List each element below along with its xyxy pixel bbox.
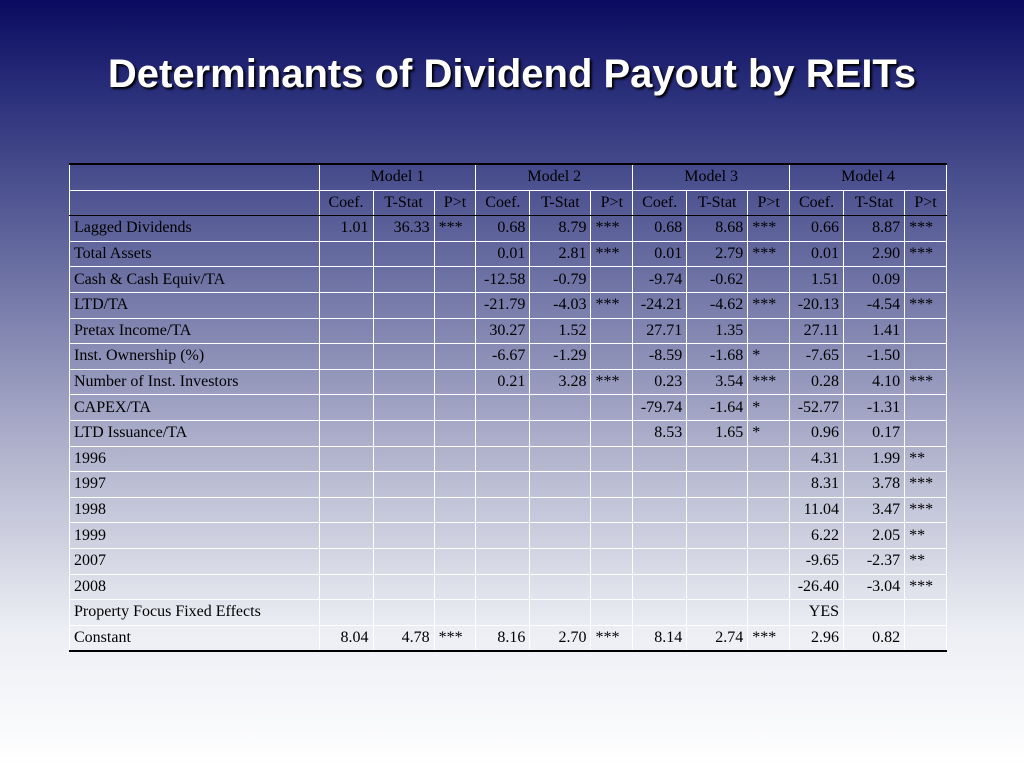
significance-cell xyxy=(905,344,947,370)
table-row xyxy=(70,292,947,318)
coef-cell xyxy=(319,369,373,395)
tstat-cell xyxy=(687,523,748,549)
coef-cell: 0.28 xyxy=(790,369,844,395)
significance-cell xyxy=(434,292,476,318)
tstat-cell: 2.79 xyxy=(687,241,748,267)
tstat-cell: 1.99 xyxy=(844,446,905,472)
significance-cell xyxy=(748,548,790,574)
significance-cell xyxy=(748,446,790,472)
coef-cell: 8.53 xyxy=(633,420,687,446)
row-label: CAPEX/TA xyxy=(70,395,320,421)
tstat-cell: -3.04 xyxy=(844,574,905,600)
significance-cell: *** xyxy=(905,497,947,523)
row-label: Inst. Ownership (%) xyxy=(70,344,320,370)
tstat-cell xyxy=(373,446,434,472)
significance-cell xyxy=(591,446,633,472)
coef-cell: 0.23 xyxy=(633,369,687,395)
model-3-header: Model 3 xyxy=(633,164,790,190)
coef-cell xyxy=(476,523,530,549)
significance-cell: *** xyxy=(905,216,947,242)
tstat-cell xyxy=(373,241,434,267)
significance-cell: *** xyxy=(591,216,633,242)
coef-cell xyxy=(319,241,373,267)
significance-cell: *** xyxy=(905,472,947,498)
p-header: P>t xyxy=(748,190,790,216)
tstat-cell xyxy=(687,497,748,523)
significance-cell xyxy=(434,369,476,395)
tstat-cell xyxy=(530,420,591,446)
coef-cell xyxy=(476,420,530,446)
significance-cell xyxy=(434,472,476,498)
tstat-cell xyxy=(687,548,748,574)
significance-cell xyxy=(748,497,790,523)
model-2-header: Model 2 xyxy=(476,164,633,190)
tstat-cell xyxy=(530,446,591,472)
tstat-cell xyxy=(373,548,434,574)
tstat-cell: 3.78 xyxy=(844,472,905,498)
tstat-header: T-Stat xyxy=(373,190,434,216)
significance-cell xyxy=(905,625,947,651)
coef-cell: -12.58 xyxy=(476,267,530,293)
tstat-cell xyxy=(373,395,434,421)
tstat-cell: 1.41 xyxy=(844,318,905,344)
significance-cell xyxy=(591,395,633,421)
coef-cell: 0.68 xyxy=(476,216,530,242)
row-label: Constant xyxy=(70,625,320,651)
coef-cell xyxy=(319,548,373,574)
coef-header: Coef. xyxy=(476,190,530,216)
table-body xyxy=(70,216,947,652)
coef-cell: -9.74 xyxy=(633,267,687,293)
tstat-cell: -1.29 xyxy=(530,344,591,370)
significance-cell: *** xyxy=(905,241,947,267)
tstat-cell: 8.87 xyxy=(844,216,905,242)
tstat-cell: 0.09 xyxy=(844,267,905,293)
significance-cell xyxy=(434,600,476,626)
significance-cell xyxy=(591,318,633,344)
coef-cell: YES xyxy=(790,600,844,626)
table-row xyxy=(70,523,947,549)
coef-cell xyxy=(476,395,530,421)
row-label: Property Focus Fixed Effects xyxy=(70,600,320,626)
tstat-header: T-Stat xyxy=(844,190,905,216)
significance-cell xyxy=(434,267,476,293)
significance-cell xyxy=(591,267,633,293)
tstat-cell: -0.79 xyxy=(530,267,591,293)
coef-cell: 0.21 xyxy=(476,369,530,395)
regression-table xyxy=(69,163,947,652)
tstat-cell: -4.54 xyxy=(844,292,905,318)
significance-cell: *** xyxy=(434,216,476,242)
table-row xyxy=(70,216,947,242)
coef-cell xyxy=(633,497,687,523)
table-row xyxy=(70,344,947,370)
table-row xyxy=(70,369,947,395)
coef-cell: -21.79 xyxy=(476,292,530,318)
model-header-row xyxy=(70,164,947,190)
p-header: P>t xyxy=(905,190,947,216)
coef-cell xyxy=(633,446,687,472)
coef-cell: -26.40 xyxy=(790,574,844,600)
tstat-cell xyxy=(373,267,434,293)
significance-cell: *** xyxy=(748,241,790,267)
coef-cell xyxy=(476,446,530,472)
significance-cell xyxy=(748,318,790,344)
tstat-cell xyxy=(687,446,748,472)
tstat-cell xyxy=(373,318,434,344)
tstat-cell: 8.79 xyxy=(530,216,591,242)
row-label: LTD/TA xyxy=(70,292,320,318)
significance-cell xyxy=(434,497,476,523)
table-row xyxy=(70,625,947,651)
significance-cell xyxy=(748,267,790,293)
significance-cell: *** xyxy=(591,241,633,267)
significance-cell: *** xyxy=(748,625,790,651)
significance-cell xyxy=(434,318,476,344)
tstat-cell: 3.47 xyxy=(844,497,905,523)
coef-cell xyxy=(319,446,373,472)
row-label: 1998 xyxy=(70,497,320,523)
p-header: P>t xyxy=(434,190,476,216)
tstat-cell xyxy=(373,344,434,370)
tstat-cell: 2.74 xyxy=(687,625,748,651)
tstat-cell xyxy=(530,523,591,549)
coef-cell: 1.01 xyxy=(319,216,373,242)
tstat-cell: 4.78 xyxy=(373,625,434,651)
significance-cell xyxy=(434,523,476,549)
slide-title: Determinants of Dividend Payout by REITs xyxy=(107,52,917,96)
tstat-header: T-Stat xyxy=(530,190,591,216)
significance-cell xyxy=(905,395,947,421)
coef-cell xyxy=(319,600,373,626)
table-row xyxy=(70,497,947,523)
coef-header: Coef. xyxy=(790,190,844,216)
coef-cell: 8.14 xyxy=(633,625,687,651)
tstat-cell xyxy=(844,600,905,626)
coef-cell xyxy=(319,292,373,318)
significance-cell: *** xyxy=(905,292,947,318)
row-label: Pretax Income/TA xyxy=(70,318,320,344)
tstat-cell: 36.33 xyxy=(373,216,434,242)
tstat-cell: -1.64 xyxy=(687,395,748,421)
coef-cell xyxy=(633,548,687,574)
coef-cell: -8.59 xyxy=(633,344,687,370)
significance-cell xyxy=(591,548,633,574)
significance-cell xyxy=(591,344,633,370)
significance-cell: ** xyxy=(905,548,947,574)
table-row xyxy=(70,241,947,267)
coef-header: Coef. xyxy=(633,190,687,216)
tstat-cell: 1.35 xyxy=(687,318,748,344)
row-label: 2007 xyxy=(70,548,320,574)
coef-cell xyxy=(476,497,530,523)
significance-cell xyxy=(905,267,947,293)
tstat-cell: -4.03 xyxy=(530,292,591,318)
corner-cell xyxy=(70,190,320,216)
significance-cell: *** xyxy=(591,369,633,395)
tstat-cell: -0.62 xyxy=(687,267,748,293)
coef-cell: -7.65 xyxy=(790,344,844,370)
coef-cell xyxy=(319,497,373,523)
significance-cell xyxy=(591,497,633,523)
significance-cell: * xyxy=(748,344,790,370)
significance-cell xyxy=(591,574,633,600)
coef-cell xyxy=(476,472,530,498)
coef-cell: 0.01 xyxy=(476,241,530,267)
significance-cell xyxy=(434,344,476,370)
tstat-cell xyxy=(530,548,591,574)
table-row xyxy=(70,395,947,421)
tstat-cell: 4.10 xyxy=(844,369,905,395)
coef-cell xyxy=(633,574,687,600)
tstat-cell xyxy=(373,574,434,600)
significance-cell xyxy=(748,574,790,600)
coef-cell xyxy=(476,548,530,574)
coef-cell: 8.16 xyxy=(476,625,530,651)
significance-cell xyxy=(434,241,476,267)
tstat-cell: 2.90 xyxy=(844,241,905,267)
coef-cell: 0.01 xyxy=(633,241,687,267)
significance-cell xyxy=(905,318,947,344)
coef-cell: 30.27 xyxy=(476,318,530,344)
table-row xyxy=(70,472,947,498)
significance-cell: *** xyxy=(434,625,476,651)
significance-cell xyxy=(434,395,476,421)
coef-cell xyxy=(476,600,530,626)
significance-cell: *** xyxy=(748,292,790,318)
coef-cell: 0.01 xyxy=(790,241,844,267)
significance-cell: * xyxy=(748,420,790,446)
row-label: Number of Inst. Investors xyxy=(70,369,320,395)
tstat-cell xyxy=(687,472,748,498)
coef-cell: -79.74 xyxy=(633,395,687,421)
coef-cell: 0.68 xyxy=(633,216,687,242)
coef-cell: 27.71 xyxy=(633,318,687,344)
coef-cell xyxy=(476,574,530,600)
model-1-header: Model 1 xyxy=(319,164,476,190)
corner-cell xyxy=(70,164,320,190)
coef-cell xyxy=(319,344,373,370)
significance-cell xyxy=(905,600,947,626)
subheader-row xyxy=(70,190,947,216)
row-label: 2008 xyxy=(70,574,320,600)
coef-cell: -6.67 xyxy=(476,344,530,370)
coef-cell xyxy=(319,472,373,498)
significance-cell xyxy=(434,574,476,600)
coef-cell xyxy=(319,574,373,600)
tstat-cell xyxy=(530,600,591,626)
coef-cell: 4.31 xyxy=(790,446,844,472)
table-row xyxy=(70,420,947,446)
tstat-cell xyxy=(373,600,434,626)
table-row xyxy=(70,548,947,574)
row-label: LTD Issuance/TA xyxy=(70,420,320,446)
tstat-cell xyxy=(687,574,748,600)
tstat-cell: 2.05 xyxy=(844,523,905,549)
coef-cell: 0.66 xyxy=(790,216,844,242)
row-label: 1999 xyxy=(70,523,320,549)
tstat-cell xyxy=(530,574,591,600)
model-4-header: Model 4 xyxy=(790,164,947,190)
tstat-cell xyxy=(687,600,748,626)
tstat-cell xyxy=(373,497,434,523)
table-row xyxy=(70,574,947,600)
significance-cell xyxy=(591,600,633,626)
table-row xyxy=(70,446,947,472)
row-label: Total Assets xyxy=(70,241,320,267)
coef-cell xyxy=(633,472,687,498)
coef-cell xyxy=(319,523,373,549)
p-header: P>t xyxy=(591,190,633,216)
significance-cell xyxy=(591,523,633,549)
coef-cell: 8.04 xyxy=(319,625,373,651)
tstat-cell: 3.28 xyxy=(530,369,591,395)
significance-cell: *** xyxy=(905,574,947,600)
significance-cell xyxy=(434,446,476,472)
significance-cell: *** xyxy=(905,369,947,395)
coef-cell: 0.96 xyxy=(790,420,844,446)
tstat-cell: 2.81 xyxy=(530,241,591,267)
significance-cell: * xyxy=(748,395,790,421)
coef-cell xyxy=(319,267,373,293)
row-label: Lagged Dividends xyxy=(70,216,320,242)
coef-cell xyxy=(633,600,687,626)
significance-cell: ** xyxy=(905,446,947,472)
tstat-cell xyxy=(530,497,591,523)
significance-cell: *** xyxy=(591,625,633,651)
significance-cell xyxy=(434,420,476,446)
row-label: 1997 xyxy=(70,472,320,498)
tstat-cell: -1.68 xyxy=(687,344,748,370)
tstat-cell: 8.68 xyxy=(687,216,748,242)
significance-cell xyxy=(434,548,476,574)
significance-cell: ** xyxy=(905,523,947,549)
significance-cell: *** xyxy=(748,369,790,395)
coef-header: Coef. xyxy=(319,190,373,216)
significance-cell xyxy=(748,523,790,549)
tstat-cell xyxy=(530,472,591,498)
significance-cell: *** xyxy=(748,216,790,242)
tstat-cell: -1.31 xyxy=(844,395,905,421)
coef-cell: -20.13 xyxy=(790,292,844,318)
tstat-cell xyxy=(373,292,434,318)
tstat-cell: -2.37 xyxy=(844,548,905,574)
coef-cell: 8.31 xyxy=(790,472,844,498)
significance-cell xyxy=(591,420,633,446)
coef-cell: 2.96 xyxy=(790,625,844,651)
coef-cell: -24.21 xyxy=(633,292,687,318)
tstat-cell: 0.82 xyxy=(844,625,905,651)
tstat-cell: -4.62 xyxy=(687,292,748,318)
row-label: 1996 xyxy=(70,446,320,472)
tstat-cell: 3.54 xyxy=(687,369,748,395)
coef-cell xyxy=(633,523,687,549)
tstat-header: T-Stat xyxy=(687,190,748,216)
coef-cell xyxy=(319,420,373,446)
row-label: Cash & Cash Equiv/TA xyxy=(70,267,320,293)
table-row xyxy=(70,267,947,293)
tstat-cell xyxy=(373,472,434,498)
table-row xyxy=(70,318,947,344)
coef-cell xyxy=(319,395,373,421)
tstat-cell xyxy=(530,395,591,421)
tstat-cell: 2.70 xyxy=(530,625,591,651)
coef-cell: 6.22 xyxy=(790,523,844,549)
tstat-cell: 1.65 xyxy=(687,420,748,446)
significance-cell xyxy=(748,472,790,498)
coef-cell: -52.77 xyxy=(790,395,844,421)
significance-cell xyxy=(905,420,947,446)
coef-cell: 27.11 xyxy=(790,318,844,344)
coef-cell: -9.65 xyxy=(790,548,844,574)
coef-cell: 1.51 xyxy=(790,267,844,293)
tstat-cell xyxy=(373,523,434,549)
tstat-cell xyxy=(373,420,434,446)
tstat-cell xyxy=(373,369,434,395)
coef-cell xyxy=(319,318,373,344)
tstat-cell: 0.17 xyxy=(844,420,905,446)
table-row xyxy=(70,600,947,626)
significance-cell xyxy=(591,472,633,498)
significance-cell: *** xyxy=(591,292,633,318)
tstat-cell: 1.52 xyxy=(530,318,591,344)
tstat-cell: -1.50 xyxy=(844,344,905,370)
significance-cell xyxy=(748,600,790,626)
coef-cell: 11.04 xyxy=(790,497,844,523)
